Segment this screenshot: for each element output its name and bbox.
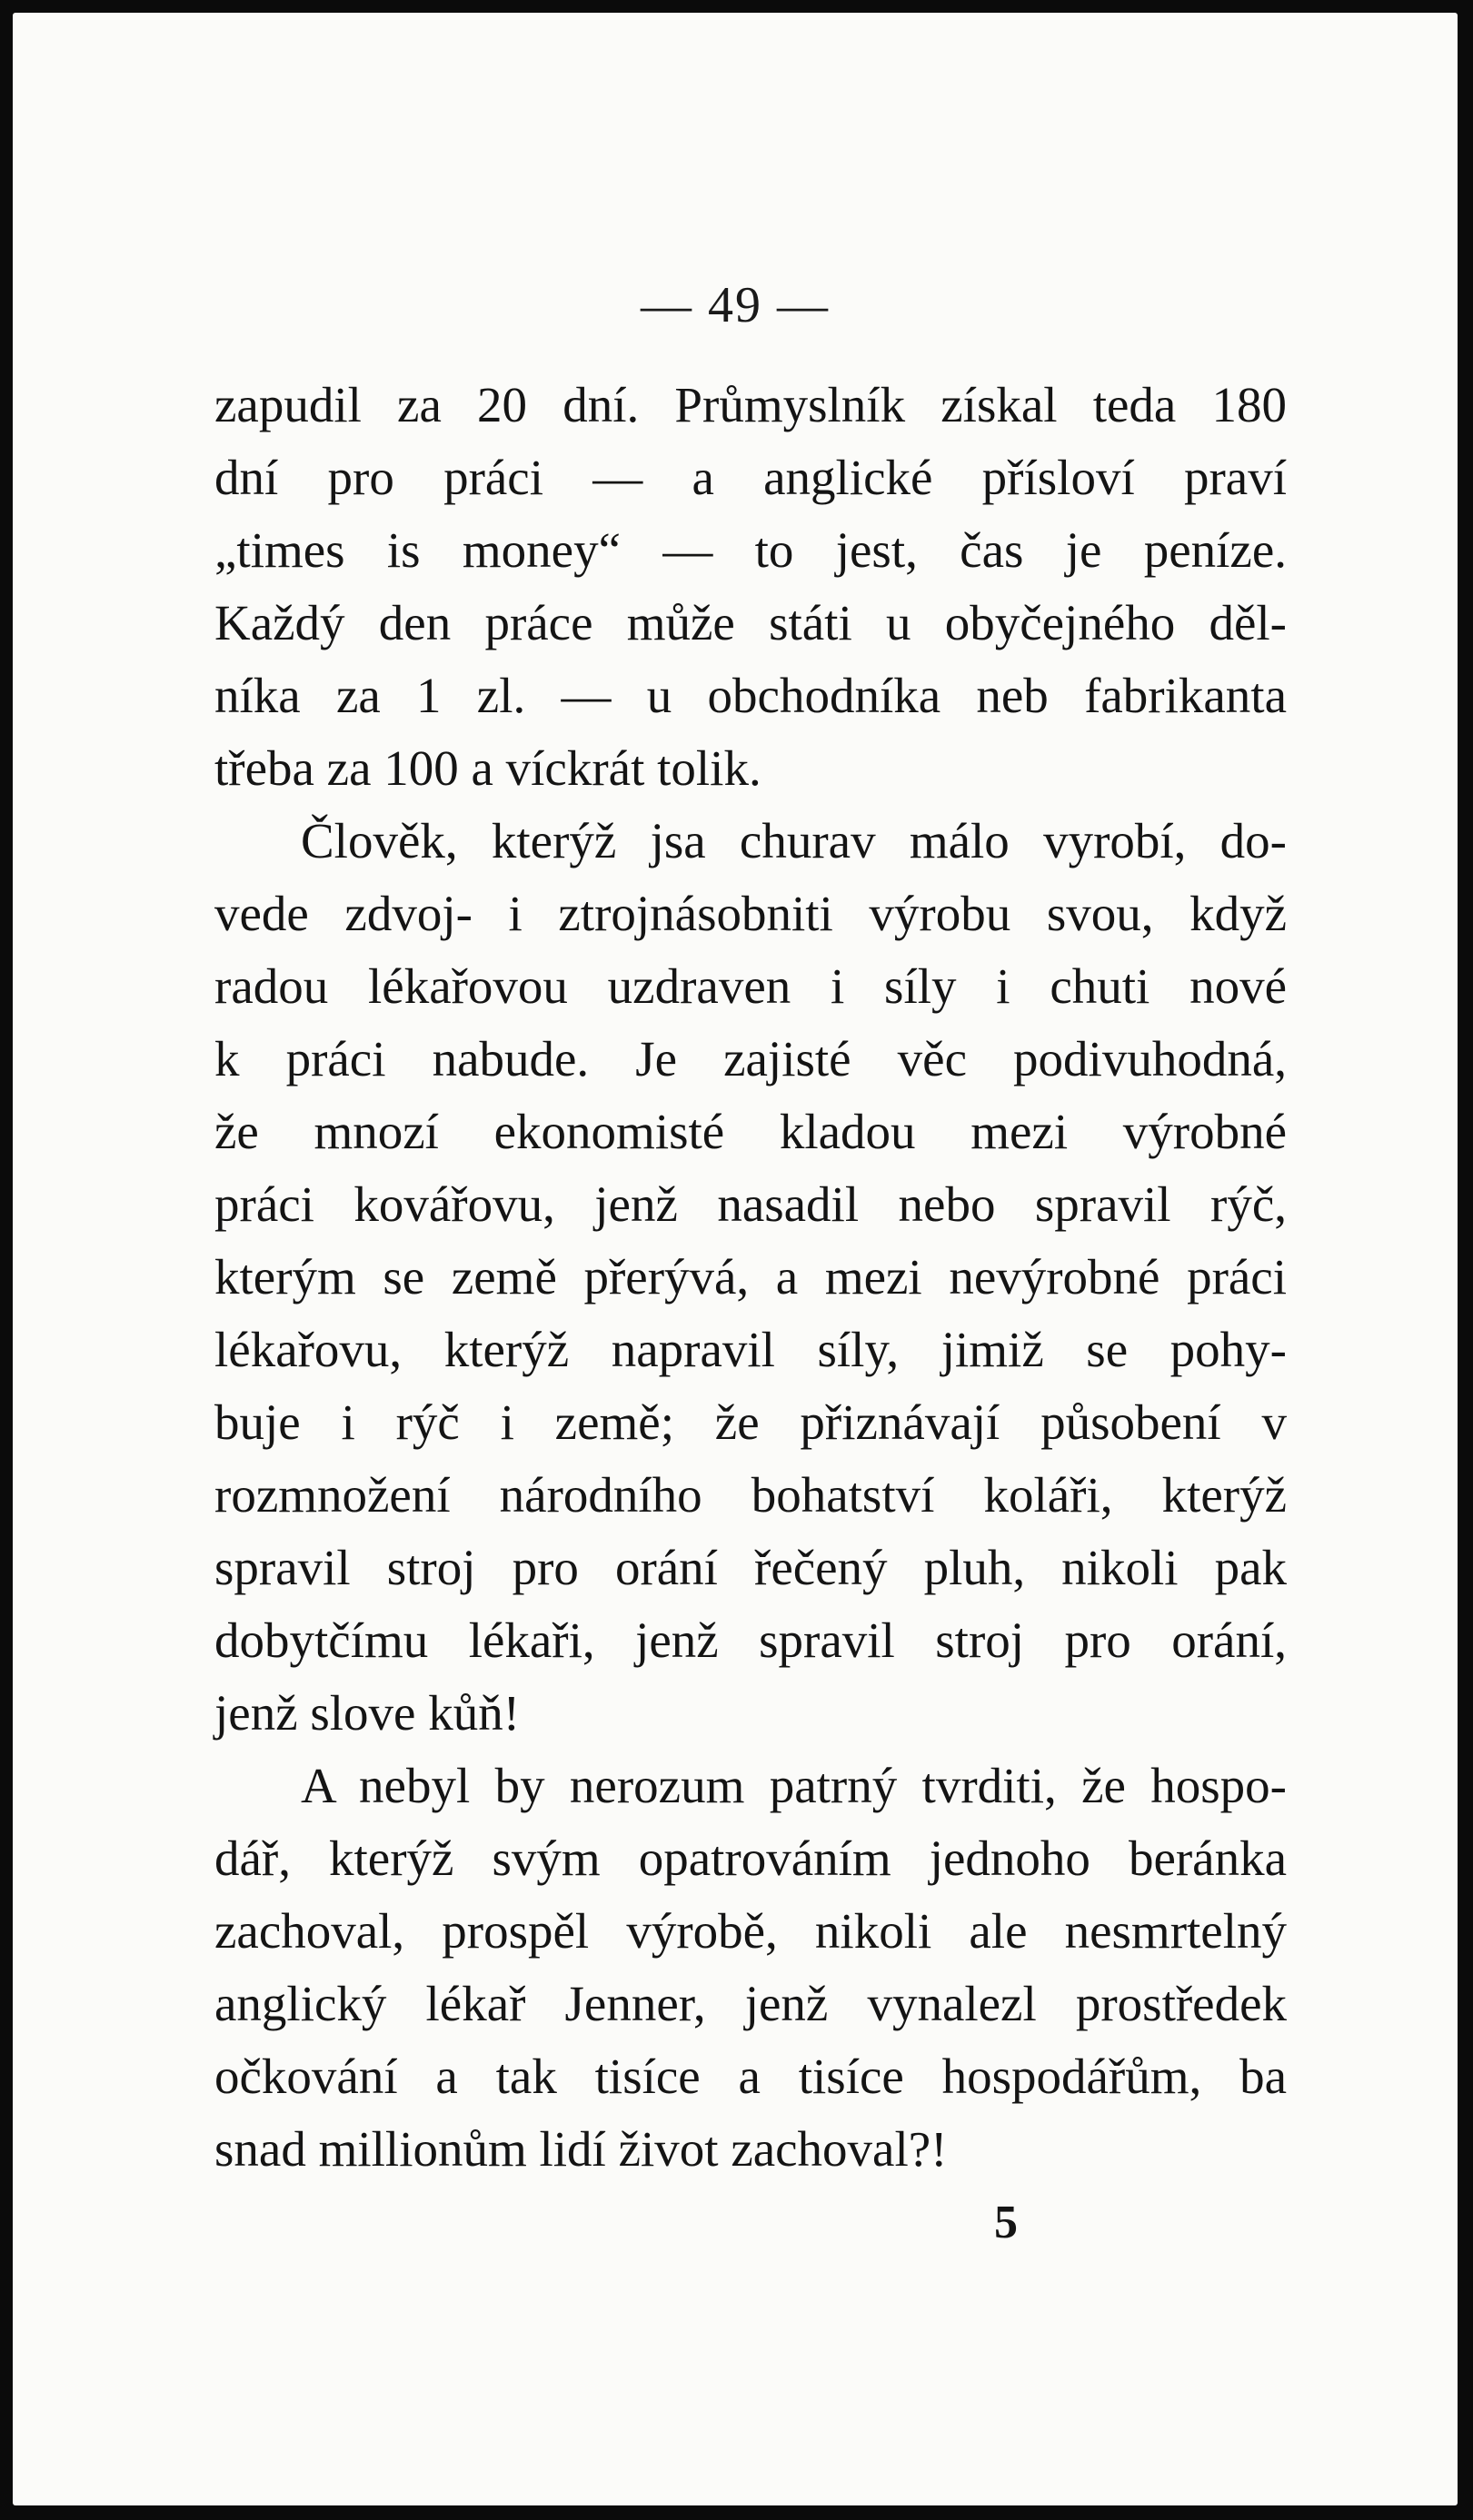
text-line: dář, kterýž svým opatrováním jednoho beránka — [214, 1830, 1287, 1886]
text-line: kterým se země přerývá, a mezi nevýrobné práci — [214, 1249, 1287, 1305]
text-line: radou lékařovou uzdraven i síly i chuti nové — [214, 958, 1287, 1014]
text-line: třeba za 100 a víckrát tolik. — [214, 740, 761, 796]
text-line: Člověk, kterýž jsa churav málo vyrobí, do- — [301, 813, 1287, 868]
text-line: jenž slove kůň! — [214, 1685, 521, 1741]
text-line: Každý den práce může státi u obyčejného děl- — [214, 595, 1287, 650]
text-line: anglický lékař Jenner, jenž vynalezl prostředek — [214, 1976, 1287, 2031]
text-line: že mnozí ekonomisté kladou mezi výrobné — [214, 1104, 1287, 1159]
body-text — [214, 369, 1287, 2186]
page-number-header: — 49 — — [641, 277, 830, 333]
text-line: rozmnožení národního bohatství koláři, kterýž — [214, 1467, 1287, 1523]
text-line: dobytčímu lékaři, jenž spravil stroj pro orání, — [214, 1612, 1287, 1668]
text-line: práci kovářovu, jenž nasadil nebo spravil rýč, — [214, 1176, 1287, 1232]
text-line: k práci nabude. Je zajisté věc podivuhodná, — [214, 1031, 1287, 1086]
text-line: níka za 1 zl. — u obchodníka neb fabrikanta — [214, 668, 1287, 723]
text-line: A nebyl by nerozum patrný tvrditi, že hospo- — [301, 1758, 1287, 1813]
text-line: dní pro práci — a anglické přísloví praví — [214, 450, 1287, 505]
text-line: zapudil za 20 dní. Průmyslník získal teda 180 — [214, 377, 1287, 432]
book-page — [13, 13, 1458, 2505]
text-line: vede zdvoj- i ztrojnásobniti výrobu svou, když — [214, 886, 1287, 941]
signature-mark: 5 — [994, 2197, 1018, 2248]
text-line: „times is money“ — to jest, čas je peníze. — [214, 522, 1287, 578]
text-line: lékařovu, kterýž napravil síly, jimiž se pohy- — [214, 1322, 1287, 1377]
text-line: zachoval, prospěl výrobě, nikoli ale nesmrtelný — [214, 1903, 1287, 1959]
text-line: snad millionům lidí život zachoval?! — [214, 2121, 948, 2177]
text-line: buje i rýč i země; že přiznávají působení v — [214, 1394, 1287, 1450]
text-line: očkování a tak tisíce a tisíce hospodářům, ba — [214, 2049, 1287, 2104]
text-line: spravil stroj pro orání řečený pluh, nikoli pak — [214, 1540, 1287, 1595]
